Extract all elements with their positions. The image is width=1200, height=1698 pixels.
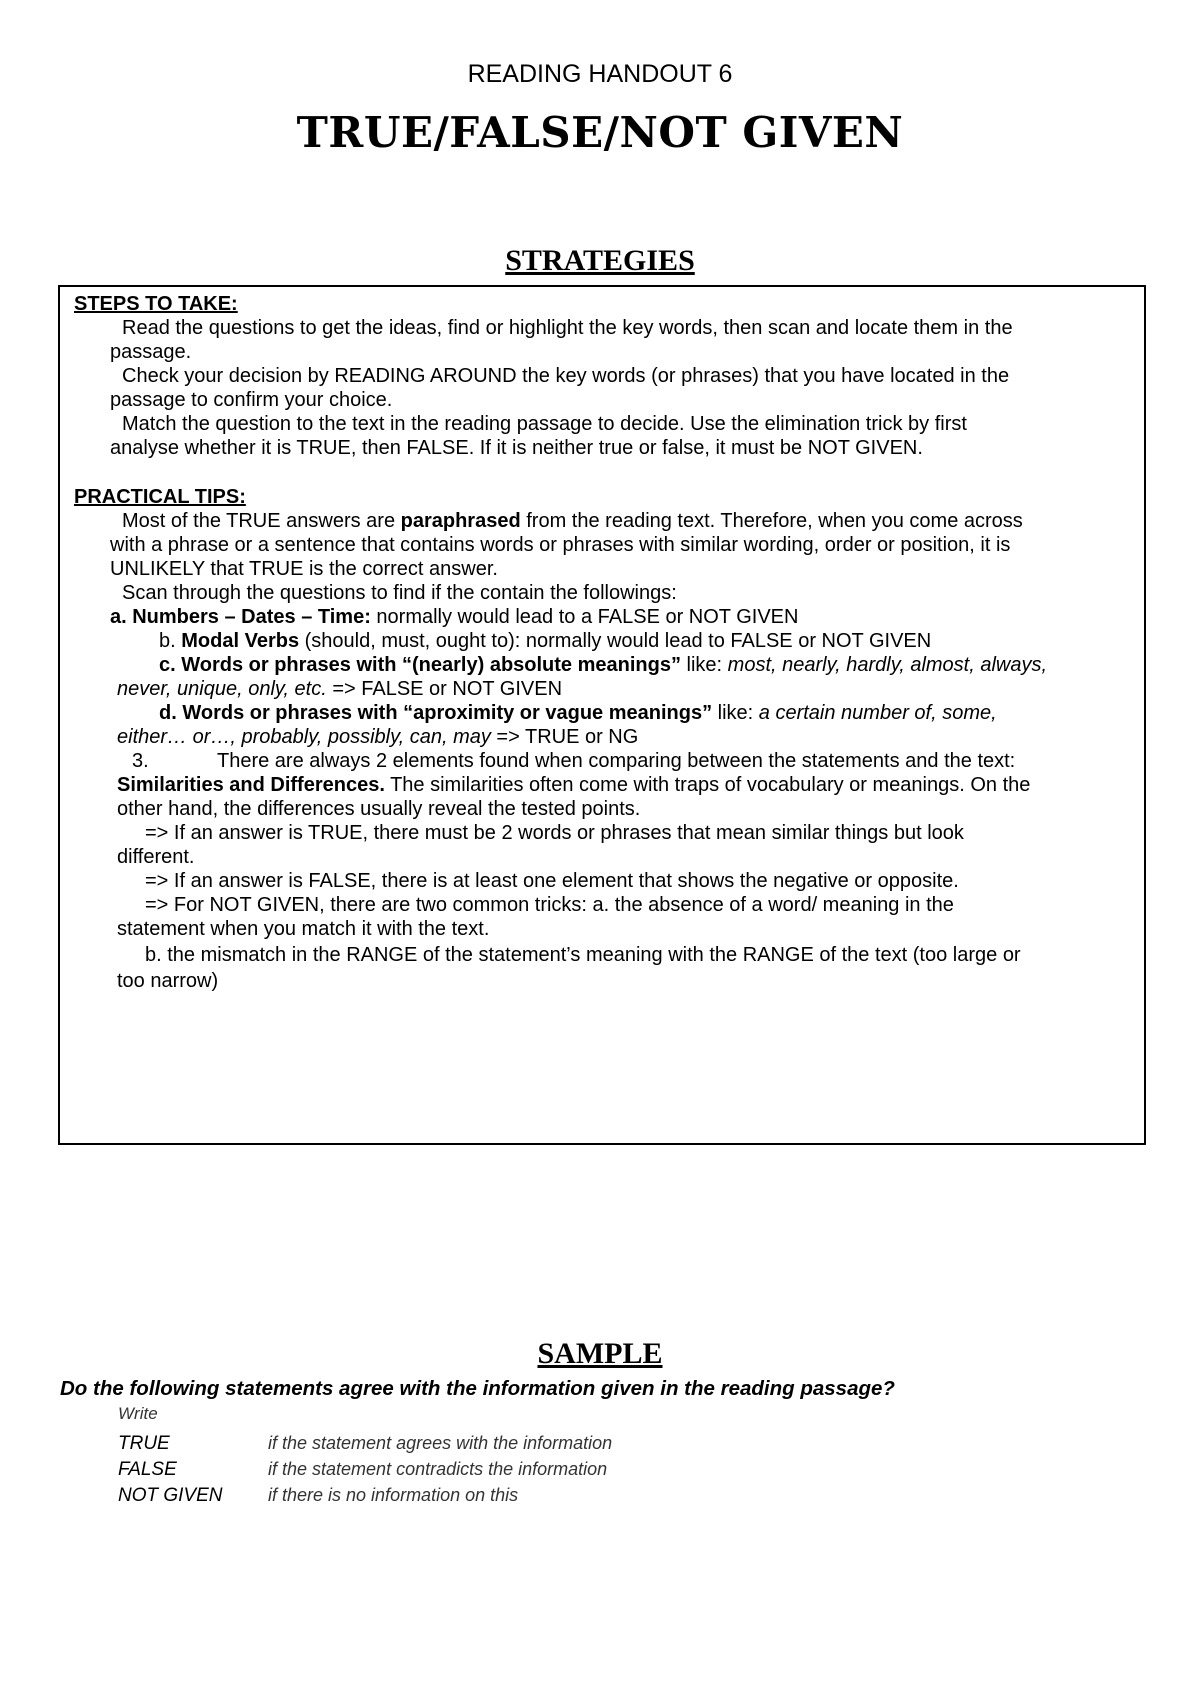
answer-label-false: FALSE	[118, 1459, 177, 1480]
step-3-line-2: analyse whether it is TRUE, then FALSE. If it is neither true or false, it must be NOT GIVEN.	[110, 437, 923, 459]
tip-3-line-1: There are always 2 elements found when comparing between the statements and the text:	[217, 750, 1016, 772]
tip-item-c-cont: never, unique, only, etc. => FALSE or NOT GIVEN	[117, 678, 563, 700]
true-rule-line-1: => If an answer is TRUE, there must be 2 words or phrases that mean similar things but look	[145, 822, 964, 844]
tips-heading: PRACTICAL TIPS:	[74, 486, 246, 508]
tip-item-a: a. Numbers – Dates – Time: normally would lead to a FALSE or NOT GIVEN	[110, 606, 799, 628]
tip-item-d-cont: either… or…, probably, possibly, can, may => TRUE or NG	[117, 726, 639, 748]
page-title: TRUE/FALSE/NOT GIVEN	[296, 108, 904, 157]
answer-label-not-given: NOT GIVEN	[118, 1485, 223, 1506]
tip-item-c: c. Words or phrases with “(nearly) absolute meanings” like: most, nearly, hardly, almost, always,	[159, 654, 1048, 676]
tip-3-line-2: Similarities and Differences. The similarities often come with traps of vocabulary or meanings. On the	[117, 774, 1031, 796]
ng-rule-line-4: too narrow)	[117, 970, 219, 992]
handout-kicker: READING HANDOUT 6	[467, 60, 733, 88]
step-3-line-1: Match the question to the text in the reading passage to decide. Use the elimination trick by first	[122, 413, 967, 435]
ng-rule-line-2: statement when you match it with the text.	[117, 918, 490, 940]
step-1-line-2: passage.	[110, 341, 192, 363]
answer-label-true: TRUE	[118, 1433, 170, 1454]
steps-heading: STEPS TO TAKE:	[74, 293, 238, 315]
strategies-box	[58, 285, 1146, 1145]
false-rule-line: => If an answer is FALSE, there is at least one element that shows the negative or opposite.	[145, 870, 959, 892]
tip-2-line: Scan through the questions to find if the contain the followings:	[122, 582, 677, 604]
true-rule-line-2: different.	[117, 846, 195, 868]
answer-desc-false: if the statement contradicts the information	[268, 1459, 608, 1479]
tip-item-d: d. Words or phrases with “aproximity or vague meanings” like: a certain number of, some,	[159, 702, 997, 724]
answer-desc-true: if the statement agrees with the information	[268, 1433, 613, 1453]
tip-3-number: 3.	[132, 750, 149, 772]
step-2-line-1: Check your decision by READING AROUND the key words (or phrases) that you have located in the	[122, 365, 1010, 387]
sample-heading: SAMPLE	[537, 1337, 663, 1370]
answer-desc-not-given: if there is no information on this	[268, 1485, 519, 1505]
ng-rule-line-3: b. the mismatch in the RANGE of the statement’s meaning with the RANGE of the text (too large or	[145, 944, 1021, 966]
step-2-line-2: passage to confirm your choice.	[110, 389, 393, 411]
ng-rule-line-1: => For NOT GIVEN, there are two common tricks: a. the absence of a word/ meaning in the	[145, 894, 954, 916]
tip-item-b: b. Modal Verbs (should, must, ought to): normally would lead to FALSE or NOT GIVEN	[159, 630, 932, 652]
sample-question: Do the following statements agree with the information given in the reading passage?	[60, 1377, 895, 1400]
tip-1-line-3: UNLIKELY that TRUE is the correct answer.	[110, 558, 498, 580]
tip-3-line-3: other hand, the differences usually reveal the tested points.	[117, 798, 641, 820]
tip-1-line-1: Most of the TRUE answers are paraphrased from the reading text. Therefore, when you come across	[122, 510, 1023, 532]
strategies-heading: STRATEGIES	[505, 244, 695, 277]
write-label: Write	[118, 1404, 158, 1423]
step-1-line-1: Read the questions to get the ideas, find or highlight the key words, then scan and locate them in the	[122, 317, 1013, 339]
tip-1-line-2: with a phrase or a sentence that contains words or phrases with similar wording, order or position, it is	[110, 534, 1011, 556]
